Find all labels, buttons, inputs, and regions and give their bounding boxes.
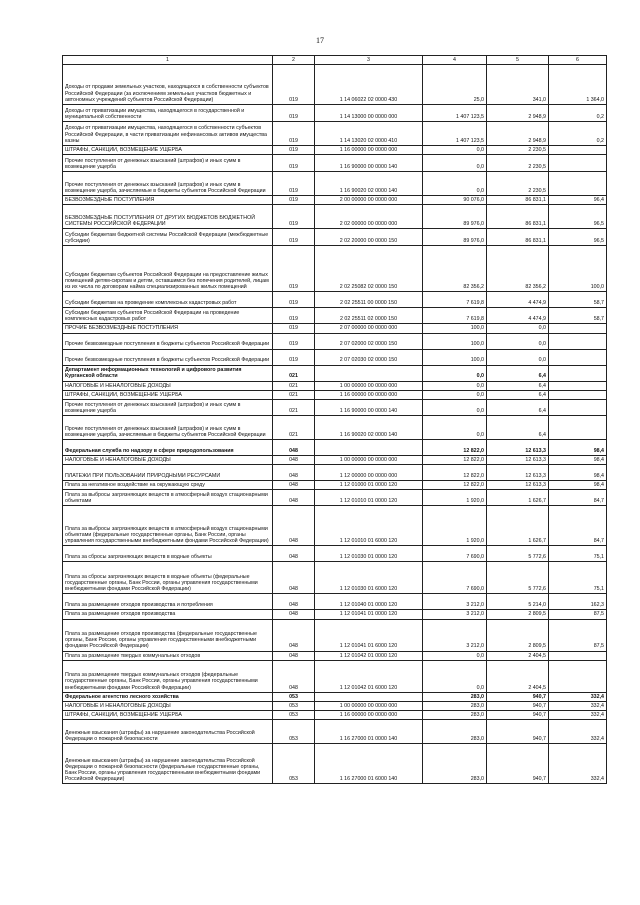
row-plan-value: 7 690,0 (423, 562, 487, 594)
row-plan-value: 283,0 (423, 702, 487, 711)
table-row (63, 381, 607, 390)
row-budget-code: 1 12 01010 01 6000 120 (315, 506, 423, 546)
row-name: Плата за размещение отходов производства и потребления (63, 594, 273, 610)
row-budget-code: 1 12 00000 00 0000 000 (315, 465, 423, 481)
row-name: Субсидии бюджетам на проведение комплексных кадастровых работ (63, 292, 273, 308)
table-row (63, 146, 607, 155)
table-row (63, 333, 607, 349)
row-name: БЕЗВОЗМЕЗДНЫЕ ПОСТУПЛЕНИЯ ОТ ДРУГИХ БЮДЖЕТОВ БЮДЖЕТНОЙ СИСТЕМЫ РОССИЙСКОЙ ФЕДЕРАЦИИ (63, 205, 273, 229)
row-admin-code: 048 (273, 619, 315, 651)
row-percent-value: 96,5 (549, 205, 607, 229)
table-row (63, 229, 607, 246)
row-admin-code: 019 (273, 205, 315, 229)
row-percent-value: 75,1 (549, 562, 607, 594)
table-row (63, 292, 607, 308)
row-budget-code: 1 16 27000 01 0000 140 (315, 720, 423, 744)
row-plan-value: 0,0 (423, 400, 487, 416)
row-name: Плата за сбросы загрязняющих веществ в водные объекты (федеральные государственные органы, Банк России, органы управления государственными внебюджетными фондами Российской Федерации) (63, 562, 273, 594)
column-header: 1 (63, 56, 273, 65)
table-row (63, 390, 607, 399)
row-fact-value: 2 809,5 (487, 610, 549, 619)
row-fact-value: 0,0 (487, 349, 549, 365)
row-budget-code: 2 07 00000 00 0000 000 (315, 324, 423, 333)
row-name: Плата за выбросы загрязняющих веществ в атмосферный воздух стационарными объектами (63, 490, 273, 506)
row-percent-value (549, 390, 607, 399)
row-percent-value: 332,4 (549, 692, 607, 701)
row-percent-value: 100,0 (549, 246, 607, 292)
row-admin-code: 019 (273, 105, 315, 122)
row-fact-value: 1 626,7 (487, 490, 549, 506)
row-admin-code: 053 (273, 744, 315, 784)
row-percent-value: 87,5 (549, 610, 607, 619)
row-admin-code: 048 (273, 456, 315, 465)
row-fact-value: 2 230,5 (487, 146, 549, 155)
row-percent-value (549, 155, 607, 172)
row-plan-value: 90 076,0 (423, 196, 487, 205)
table-row (63, 660, 607, 692)
table-row (63, 506, 607, 546)
row-plan-value: 100,0 (423, 324, 487, 333)
row-admin-code: 053 (273, 692, 315, 701)
row-percent-value: 1 364,0 (549, 65, 607, 105)
row-percent-value: 162,3 (549, 594, 607, 610)
row-fact-value: 2 948,9 (487, 105, 549, 122)
row-percent-value (549, 400, 607, 416)
row-plan-value: 12 822,0 (423, 456, 487, 465)
row-budget-code (315, 365, 423, 381)
row-percent-value: 84,7 (549, 490, 607, 506)
row-plan-value: 0,0 (423, 146, 487, 155)
row-percent-value: 58,7 (549, 292, 607, 308)
row-plan-value: 7 619,8 (423, 308, 487, 324)
row-plan-value: 1 920,0 (423, 506, 487, 546)
row-fact-value: 86 831,1 (487, 196, 549, 205)
row-admin-code: 019 (273, 155, 315, 172)
row-plan-value: 100,0 (423, 333, 487, 349)
row-fact-value: 82 356,2 (487, 246, 549, 292)
table-row (63, 481, 607, 490)
row-name: Плата за размещение отходов производства (63, 610, 273, 619)
row-budget-code: 1 12 01000 01 0000 120 (315, 481, 423, 490)
row-percent-value: 58,7 (549, 308, 607, 324)
row-fact-value: 0,0 (487, 333, 549, 349)
row-fact-value: 2 948,9 (487, 122, 549, 146)
row-fact-value: 4 474,9 (487, 292, 549, 308)
row-plan-value: 0,0 (423, 416, 487, 440)
row-name: ПЛАТЕЖИ ПРИ ПОЛЬЗОВАНИИ ПРИРОДНЫМИ РЕСУРСАМИ (63, 465, 273, 481)
table-row (63, 692, 607, 701)
row-name: НАЛОГОВЫЕ И НЕНАЛОГОВЫЕ ДОХОДЫ (63, 381, 273, 390)
row-admin-code: 053 (273, 720, 315, 744)
row-admin-code: 019 (273, 349, 315, 365)
table-row (63, 456, 607, 465)
column-header: 2 (273, 56, 315, 65)
row-name: Федеральная служба по надзору в сфере природопользования (63, 440, 273, 456)
row-admin-code: 048 (273, 506, 315, 546)
row-name: Плата за сбросы загрязняющих веществ в водные объекты (63, 546, 273, 562)
row-fact-value: 5 214,0 (487, 594, 549, 610)
table-row (63, 122, 607, 146)
row-budget-code: 1 16 00000 00 0000 000 (315, 390, 423, 399)
row-admin-code: 048 (273, 660, 315, 692)
row-fact-value: 6,4 (487, 416, 549, 440)
row-fact-value: 6,4 (487, 390, 549, 399)
row-name: ПРОЧИЕ БЕЗВОЗМЕЗДНЫЕ ПОСТУПЛЕНИЯ (63, 324, 273, 333)
row-fact-value: 2 230,5 (487, 172, 549, 196)
table-row (63, 205, 607, 229)
table-row (63, 610, 607, 619)
row-admin-code: 048 (273, 465, 315, 481)
row-percent-value (549, 172, 607, 196)
row-percent-value (549, 324, 607, 333)
row-admin-code: 048 (273, 610, 315, 619)
row-percent-value: 87,5 (549, 619, 607, 651)
row-budget-code (315, 692, 423, 701)
row-fact-value: 940,7 (487, 744, 549, 784)
table-row (63, 711, 607, 720)
row-fact-value: 1 626,7 (487, 506, 549, 546)
row-fact-value: 2 404,5 (487, 651, 549, 660)
row-admin-code: 019 (273, 196, 315, 205)
row-admin-code: 019 (273, 229, 315, 246)
table-row (63, 172, 607, 196)
row-name: Прочие поступления от денежных взысканий (штрафов) и иных сумм в возмещение ущерба (63, 400, 273, 416)
row-name: Плата за размещение твердых коммунальных отходов (федеральные государственные органы, Банк России, органы управления государственными внебюджетными фондами Российской Федерации) (63, 660, 273, 692)
row-name: Прочие безвозмездные поступления в бюджеты субъектов Российской Федерации (63, 333, 273, 349)
row-plan-value: 3 212,0 (423, 594, 487, 610)
row-admin-code: 053 (273, 702, 315, 711)
row-budget-code: 2 02 00000 00 0000 000 (315, 205, 423, 229)
row-fact-value: 0,0 (487, 324, 549, 333)
row-plan-value: 89 976,0 (423, 205, 487, 229)
row-percent-value: 84,7 (549, 506, 607, 546)
row-plan-value: 3 212,0 (423, 610, 487, 619)
row-budget-code: 1 00 00000 00 0000 000 (315, 381, 423, 390)
row-fact-value: 5 772,6 (487, 546, 549, 562)
row-fact-value: 86 831,1 (487, 229, 549, 246)
row-budget-code: 2 07 02000 02 0000 150 (315, 333, 423, 349)
table-header-row (63, 56, 607, 65)
row-fact-value: 940,7 (487, 711, 549, 720)
row-budget-code: 1 12 01010 01 0000 120 (315, 490, 423, 506)
row-plan-value: 82 356,2 (423, 246, 487, 292)
row-fact-value: 6,4 (487, 365, 549, 381)
row-name: НАЛОГОВЫЕ И НЕНАЛОГОВЫЕ ДОХОДЫ (63, 456, 273, 465)
column-header: 4 (423, 56, 487, 65)
row-admin-code: 021 (273, 381, 315, 390)
table-row (63, 594, 607, 610)
row-name: ШТРАФЫ, САНКЦИИ, ВОЗМЕЩЕНИЕ УЩЕРБА (63, 711, 273, 720)
table-row (63, 546, 607, 562)
row-percent-value: 98,4 (549, 465, 607, 481)
row-name: Плата за размещение отходов производства (федеральные государственные органы, Банк России, органы управления государственными внебюджетными фондами Российской Федерации) (63, 619, 273, 651)
row-percent-value: 98,4 (549, 440, 607, 456)
row-name: Денежные взыскания (штрафы) за нарушение законодательства Российской Федерации о пожарной безопасности (федеральные государственные органы, Банк России, органы управления государственными внебюджетными фондами Российской Федерации) (63, 744, 273, 784)
row-plan-value: 283,0 (423, 744, 487, 784)
row-admin-code: 021 (273, 365, 315, 381)
row-budget-code: 1 12 01042 01 0000 120 (315, 651, 423, 660)
row-name: БЕЗВОЗМЕЗДНЫЕ ПОСТУПЛЕНИЯ (63, 196, 273, 205)
column-header: 3 (315, 56, 423, 65)
row-percent-value: 332,4 (549, 720, 607, 744)
row-budget-code: 2 02 20000 00 0000 150 (315, 229, 423, 246)
row-budget-code: 1 16 90020 02 0000 140 (315, 172, 423, 196)
row-name: Доходы от продажи земельных участков, находящихся в собственности субъектов Российской Федерации (за исключением земельных участков бюджетных и автономных учреждений субъектов Российской Федерации) (63, 65, 273, 105)
row-fact-value: 2 404,5 (487, 660, 549, 692)
row-name: ШТРАФЫ, САНКЦИИ, ВОЗМЕЩЕНИЕ УЩЕРБА (63, 146, 273, 155)
row-admin-code: 048 (273, 546, 315, 562)
row-admin-code: 019 (273, 172, 315, 196)
row-plan-value: 0,0 (423, 660, 487, 692)
row-budget-code: 1 16 90000 00 0000 140 (315, 400, 423, 416)
row-admin-code: 021 (273, 416, 315, 440)
row-fact-value: 2 809,5 (487, 619, 549, 651)
row-percent-value: 0,2 (549, 105, 607, 122)
row-budget-code: 2 02 25082 02 0000 150 (315, 246, 423, 292)
row-budget-code: 1 14 13000 00 0000 000 (315, 105, 423, 122)
row-percent-value (549, 381, 607, 390)
table-row (63, 308, 607, 324)
table-row (63, 196, 607, 205)
row-percent-value (549, 365, 607, 381)
row-plan-value: 1 407 123,5 (423, 122, 487, 146)
row-plan-value: 283,0 (423, 720, 487, 744)
row-budget-code: 2 07 02030 02 0000 150 (315, 349, 423, 365)
row-plan-value: 1 407 123,5 (423, 105, 487, 122)
row-name: ШТРАФЫ, САНКЦИИ, ВОЗМЕЩЕНИЕ УЩЕРБА (63, 390, 273, 399)
row-plan-value: 100,0 (423, 349, 487, 365)
row-admin-code: 019 (273, 308, 315, 324)
row-name: Плата за размещение твердых коммунальных отходов (63, 651, 273, 660)
row-name: Денежные взыскания (штрафы) за нарушение законодательства Российской Федерации о пожарной безопасности (63, 720, 273, 744)
row-name: Субсидии бюджетам субъектов Российской Федерации на предоставление жилых помещений детям-сиротам и детям, оставшимся без попечения родителей, лицам из их числа по договорам найма специализированных жилых помещений (63, 246, 273, 292)
column-header: 5 (487, 56, 549, 65)
row-budget-code: 1 16 90020 02 0000 140 (315, 416, 423, 440)
row-name: Федеральное агентство лесного хозяйства (63, 692, 273, 701)
table-row (63, 324, 607, 333)
row-plan-value: 0,0 (423, 651, 487, 660)
row-plan-value: 89 976,0 (423, 229, 487, 246)
row-plan-value: 25,0 (423, 65, 487, 105)
row-percent-value: 98,4 (549, 456, 607, 465)
row-budget-code: 1 00 00000 00 0000 000 (315, 456, 423, 465)
row-percent-value: 332,4 (549, 711, 607, 720)
column-header: 6 (549, 56, 607, 65)
row-name: Прочие безвозмездные поступления в бюджеты субъектов Российской Федерации (63, 349, 273, 365)
row-budget-code: 1 16 90000 00 0000 140 (315, 155, 423, 172)
table-row (63, 349, 607, 365)
row-name: Плата за выбросы загрязняющих веществ в атмосферный воздух стационарными объектами (федеральные государственные органы, Банк России, органы управления государственными внебюджетными фондами Российской Федерации) (63, 506, 273, 546)
row-admin-code: 048 (273, 594, 315, 610)
row-plan-value: 283,0 (423, 692, 487, 701)
row-budget-code: 1 16 00000 00 0000 000 (315, 711, 423, 720)
table-row (63, 65, 607, 105)
row-fact-value: 940,7 (487, 702, 549, 711)
row-name: Субсидии бюджетам субъектов Российской Федерации на проведение комплексных кадастровых работ (63, 308, 273, 324)
row-plan-value: 0,0 (423, 155, 487, 172)
row-admin-code: 019 (273, 292, 315, 308)
row-name: Прочие поступления от денежных взысканий (штрафов) и иных сумм в возмещение ущерба, зачисляемые в бюджеты субъектов Российской Федерации (63, 416, 273, 440)
row-budget-code: 1 12 01041 01 0000 120 (315, 610, 423, 619)
table-row (63, 246, 607, 292)
row-plan-value: 7 690,0 (423, 546, 487, 562)
row-name: НАЛОГОВЫЕ И НЕНАЛОГОВЫЕ ДОХОДЫ (63, 702, 273, 711)
row-budget-code: 2 02 25511 00 0000 150 (315, 292, 423, 308)
table-row (63, 490, 607, 506)
row-percent-value: 96,5 (549, 229, 607, 246)
row-budget-code: 1 16 00000 00 0000 000 (315, 146, 423, 155)
row-fact-value: 4 474,9 (487, 308, 549, 324)
row-fact-value: 5 772,6 (487, 562, 549, 594)
table-row (63, 155, 607, 172)
row-name: Прочие поступления от денежных взысканий (штрафов) и иных сумм в возмещение ущерба, зачисляемые в бюджеты субъектов Российской Федерации (63, 172, 273, 196)
row-plan-value: 12 822,0 (423, 440, 487, 456)
table-row (63, 619, 607, 651)
row-percent-value: 332,4 (549, 702, 607, 711)
row-plan-value: 0,0 (423, 172, 487, 196)
row-plan-value: 0,0 (423, 365, 487, 381)
row-plan-value: 12 822,0 (423, 481, 487, 490)
row-plan-value: 1 920,0 (423, 490, 487, 506)
row-budget-code: 2 00 00000 00 0000 000 (315, 196, 423, 205)
table-row (63, 365, 607, 381)
table-row (63, 105, 607, 122)
row-fact-value: 6,4 (487, 381, 549, 390)
row-budget-code: 1 00 00000 00 0000 000 (315, 702, 423, 711)
row-budget-code: 1 12 01041 01 6000 120 (315, 619, 423, 651)
row-name: Доходы от приватизации имущества, находящегося в собственности субъектов Российской Федерации, в части приватизации нефинансовых активов имущества казны (63, 122, 273, 146)
row-percent-value (549, 651, 607, 660)
row-name: Прочие поступления от денежных взысканий (штрафов) и иных сумм в возмещение ущерба (63, 155, 273, 172)
row-percent-value: 98,4 (549, 481, 607, 490)
row-budget-code: 1 12 01042 01 6000 120 (315, 660, 423, 692)
row-admin-code: 053 (273, 711, 315, 720)
row-admin-code: 048 (273, 651, 315, 660)
row-budget-code: 1 12 01040 01 0000 120 (315, 594, 423, 610)
row-fact-value: 341,0 (487, 65, 549, 105)
row-admin-code: 019 (273, 246, 315, 292)
row-percent-value: 96,4 (549, 196, 607, 205)
table-row (63, 416, 607, 440)
row-plan-value: 3 212,0 (423, 619, 487, 651)
row-percent-value: 75,1 (549, 546, 607, 562)
budget-revenue-table (62, 55, 607, 784)
row-percent-value (549, 333, 607, 349)
row-fact-value: 940,7 (487, 720, 549, 744)
row-fact-value: 6,4 (487, 400, 549, 416)
row-budget-code: 1 12 01030 01 6000 120 (315, 562, 423, 594)
row-plan-value: 7 619,8 (423, 292, 487, 308)
row-plan-value: 0,0 (423, 390, 487, 399)
row-admin-code: 048 (273, 481, 315, 490)
row-admin-code: 048 (273, 490, 315, 506)
row-budget-code: 1 14 06022 02 0000 430 (315, 65, 423, 105)
row-budget-code: 2 02 25511 02 0000 150 (315, 308, 423, 324)
row-plan-value: 0,0 (423, 381, 487, 390)
row-admin-code: 019 (273, 146, 315, 155)
table-row (63, 440, 607, 456)
row-name: Плата за негативное воздействие на окружающую среду (63, 481, 273, 490)
row-plan-value: 283,0 (423, 711, 487, 720)
row-budget-code (315, 440, 423, 456)
row-fact-value: 940,7 (487, 692, 549, 701)
row-plan-value: 12 822,0 (423, 465, 487, 481)
row-budget-code: 1 12 01030 01 0000 120 (315, 546, 423, 562)
row-admin-code: 048 (273, 562, 315, 594)
row-fact-value: 12 613,3 (487, 465, 549, 481)
row-name: Доходы от приватизации имущества, находящегося в государственной и муниципальной собственности (63, 105, 273, 122)
row-admin-code: 019 (273, 324, 315, 333)
row-admin-code: 048 (273, 440, 315, 456)
row-name: Субсидии бюджетам бюджетной системы Российской Федерации (межбюджетные субсидии) (63, 229, 273, 246)
table-row (63, 651, 607, 660)
row-fact-value: 12 613,3 (487, 481, 549, 490)
table-row (63, 400, 607, 416)
table-row (63, 562, 607, 594)
row-admin-code: 021 (273, 400, 315, 416)
row-admin-code: 019 (273, 65, 315, 105)
row-percent-value: 332,4 (549, 744, 607, 784)
table-row (63, 720, 607, 744)
row-fact-value: 86 831,1 (487, 205, 549, 229)
table-row (63, 465, 607, 481)
row-percent-value (549, 349, 607, 365)
page-number: 17 (316, 36, 324, 45)
row-percent-value: 0,2 (549, 122, 607, 146)
table-row (63, 744, 607, 784)
row-fact-value: 12 613,3 (487, 456, 549, 465)
row-fact-value: 12 613,3 (487, 440, 549, 456)
row-admin-code: 021 (273, 390, 315, 399)
table-row (63, 702, 607, 711)
row-budget-code: 1 14 13020 02 0000 410 (315, 122, 423, 146)
row-percent-value (549, 416, 607, 440)
row-budget-code: 1 16 27000 01 6000 140 (315, 744, 423, 784)
row-percent-value (549, 146, 607, 155)
row-admin-code: 019 (273, 122, 315, 146)
row-fact-value: 2 230,5 (487, 155, 549, 172)
row-admin-code: 019 (273, 333, 315, 349)
row-name: Департамент информационных технологий и цифрового развития Курганской области (63, 365, 273, 381)
row-percent-value (549, 660, 607, 692)
